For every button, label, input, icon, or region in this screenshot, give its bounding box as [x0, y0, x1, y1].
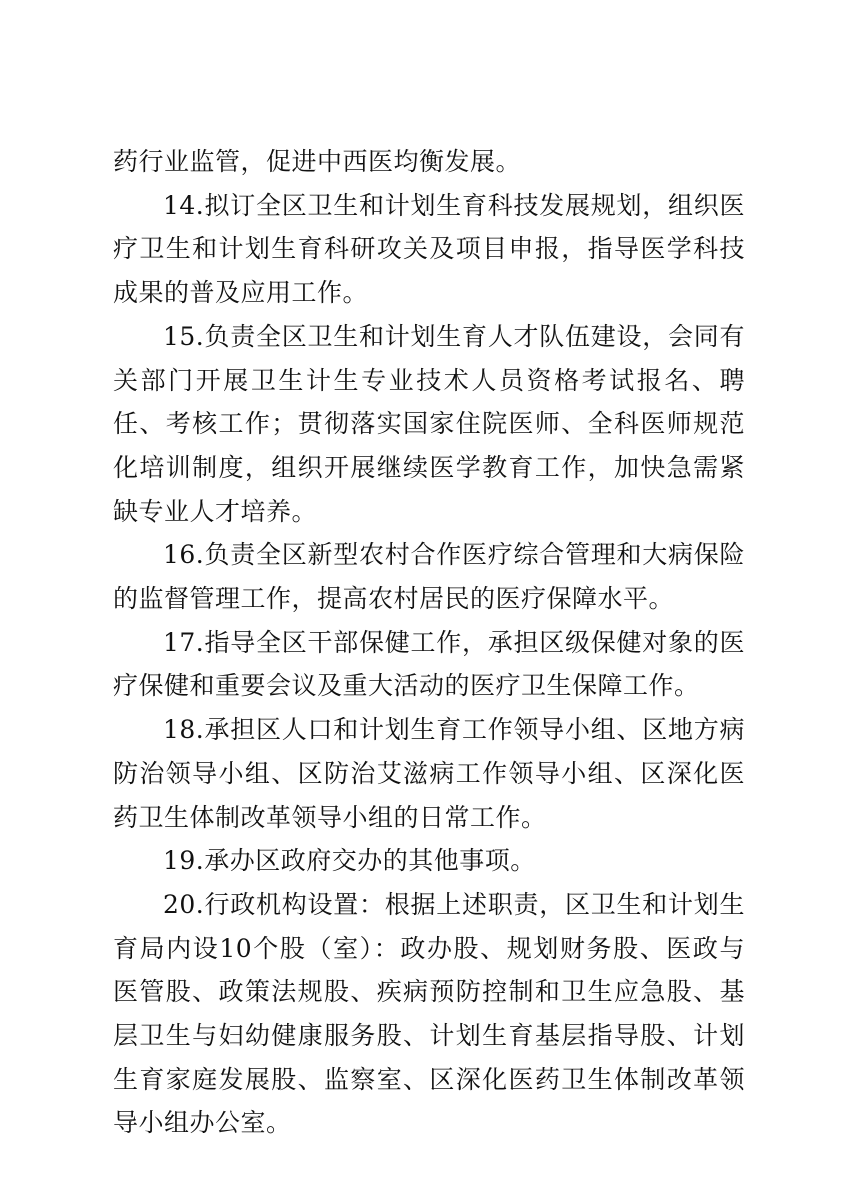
paragraph-item-14: 14.拟订全区卫生和计划生育科技发展规划，组织医疗卫生和计划生育科研攻关及项目申报，指导医学科技成果的普及应用工作。: [113, 190, 745, 308]
paragraph-item-18: 18.承担区人口和计划生育工作领导小组、区地方病防治领导小组、区防治艾滋病工作领导小组、区深化医药卫生体制改革领导小组的日常工作。: [113, 715, 745, 832]
paragraph-continuation: 药行业监管，促进中西医均衡发展。: [113, 147, 522, 176]
document-body: [113, 140, 745, 1145]
paragraph-item-15: 15.负责全区卫生和计划生育人才队伍建设，会同有关部门开展卫生计生专业技术人员资格考试报名、聘任、考核工作；贯彻落实国家住院医师、全科医师规范化培训制度，组织开展继续医学教育工作，加快急需紧缺专业人才培养。: [113, 321, 745, 526]
paragraph-item-16: 16.负责全区新型农村合作医疗综合管理和大病保险的监督管理工作，提高农村居民的医疗保障水平。: [113, 540, 745, 614]
paragraph-item-20: 20.行政机构设置：根据上述职责，区卫生和计划生育局内设10个股（室）：政办股、规划财务股、医政与医管股、政策法规股、疾病预防控制和卫生应急股、基层卫生与妇幼健康服务股、计划生育基层指导股、计划生育家庭发展股、监察室、区深化医药卫生体制改革领导小组办公室。: [113, 889, 745, 1138]
paragraph-item-17: 17.指导全区干部保健工作，承担区级保健对象的医疗保健和重要会议及重大活动的医疗卫生保障工作。: [113, 627, 745, 701]
paragraph-item-19: 19.承办区政府交办的其他事项。: [163, 846, 536, 876]
